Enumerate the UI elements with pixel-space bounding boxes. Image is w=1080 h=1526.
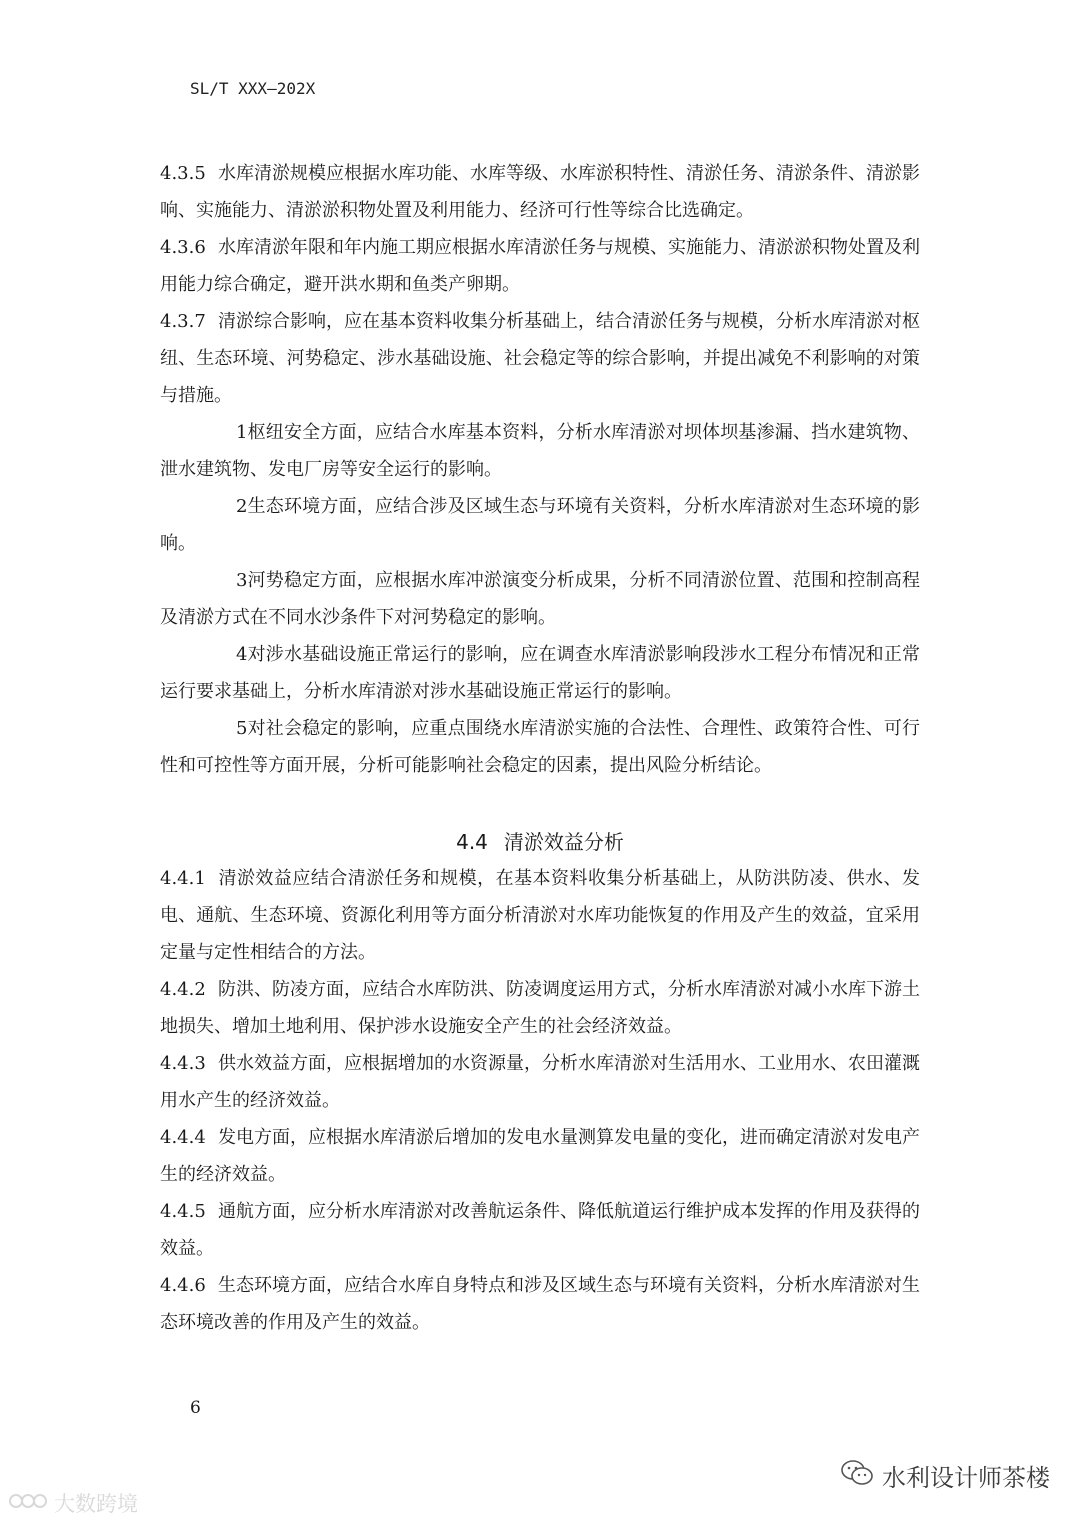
clause-number: 4.3.6 bbox=[160, 237, 206, 258]
sub-item-text: 生态环境方面，应结合涉及区域生态与环境有关资料，分析水库清淤对生态环境的影响。 bbox=[160, 496, 920, 554]
sub-item-number: 5 bbox=[236, 718, 248, 739]
watermark-wechat bbox=[840, 1458, 1050, 1493]
watermark-corner bbox=[8, 1488, 138, 1518]
wechat-icon bbox=[840, 1459, 874, 1493]
clause-text: 生态环境方面，应结合水库自身特点和涉及区域生态与环境有关资料，分析水库清淤对生态环境改善的作用及产生的效益。 bbox=[160, 1275, 920, 1333]
sub-item-text: 对涉水基础设施正常运行的影响，应在调查水库清淤影响段涉水工程分布情况和正常运行要求基础上，分析水库清淤对涉水基础设施正常运行的影响。 bbox=[160, 644, 920, 702]
watermark-text: 大数跨境 bbox=[54, 1492, 138, 1516]
sub-item-number: 3 bbox=[236, 570, 248, 591]
clause-number: 4.4.6 bbox=[160, 1275, 206, 1296]
clause-4-4-4 bbox=[160, 1119, 920, 1193]
clause-text: 供水效益方面，应根据增加的水资源量，分析水库清淤对生活用水、工业用水、农田灌溉用水产生的经济效益。 bbox=[160, 1053, 920, 1111]
sub-item-text: 对社会稳定的影响，应重点围绕水库清淤实施的合法性、合理性、政策符合性、可行性和可控性等方面开展，分析可能影响社会稳定的因素，提出风险分析结论。 bbox=[160, 718, 920, 776]
clause-4-3-6 bbox=[160, 229, 920, 303]
clause-number: 4.3.7 bbox=[160, 311, 206, 332]
clause-text: 通航方面，应分析水库清淤对改善航运条件、降低航道运行维护成本发挥的作用及获得的效益。 bbox=[160, 1201, 920, 1259]
clause-4-3-5 bbox=[160, 155, 920, 229]
clause-4-4-2 bbox=[160, 971, 920, 1045]
sub-item-number: 1 bbox=[236, 422, 248, 443]
clause-number: 4.4.1 bbox=[160, 868, 206, 889]
clause-number: 4.4.5 bbox=[160, 1201, 206, 1222]
sub-item-text: 枢纽安全方面，应结合水库基本资料，分析水库清淤对坝体坝基渗漏、挡水建筑物、泄水建筑物、发电厂房等安全运行的影响。 bbox=[160, 422, 920, 480]
clause-number: 4.4.2 bbox=[160, 979, 206, 1000]
watermark-text: 水利设计师茶楼 bbox=[882, 1464, 1050, 1492]
document-header: SL/T XXX—202X bbox=[190, 79, 316, 98]
sub-item-1 bbox=[160, 414, 920, 488]
clause-text: 清淤效益应结合清淤任务和规模，在基本资料收集分析基础上，从防洪防凌、供水、发电、通航、生态环境、资源化利用等方面分析清淤对水库功能恢复的作用及产生的效益，宜采用定量与定性相结合的方法。 bbox=[160, 868, 920, 963]
sub-item-text: 河势稳定方面，应根据水库冲淤演变分析成果，分析不同清淤位置、范围和控制高程及清淤方式在不同水沙条件下对河势稳定的影响。 bbox=[160, 570, 920, 628]
clause-4-4-5 bbox=[160, 1193, 920, 1267]
clause-number: 4.4.3 bbox=[160, 1053, 206, 1074]
logo-icon bbox=[8, 1489, 48, 1518]
section-title-text: 清淤效益分析 bbox=[503, 830, 624, 854]
clause-4-4-1 bbox=[160, 860, 920, 971]
clause-4-4-3 bbox=[160, 1045, 920, 1119]
clause-4-3-7 bbox=[160, 303, 920, 414]
clause-text: 防洪、防凌方面，应结合水库防洪、防凌调度运用方式，分析水库清淤对减小水库下游土地损失、增加土地利用、保护涉水设施安全产生的社会经济效益。 bbox=[160, 979, 920, 1037]
clause-text: 水库清淤规模应根据水库功能、水库等级、水库淤积特性、清淤任务、清淤条件、清淤影响、实施能力、清淤淤积物处置及利用能力、经济可行性等综合比选确定。 bbox=[160, 163, 920, 221]
clause-text: 水库清淤年限和年内施工期应根据水库清淤任务与规模、实施能力、清淤淤积物处置及利用能力综合确定，避开洪水期和鱼类产卵期。 bbox=[160, 237, 920, 295]
clause-number: 4.3.5 bbox=[160, 163, 206, 184]
clause-text: 清淤综合影响，应在基本资料收集分析基础上，结合清淤任务与规模，分析水库清淤对枢纽、生态环境、河势稳定、涉水基础设施、社会稳定等的综合影响，并提出减免不利影响的对策与措施。 bbox=[160, 311, 920, 406]
section-heading bbox=[160, 826, 920, 855]
section-number: 4.4 bbox=[456, 830, 488, 854]
clause-4-4-6 bbox=[160, 1267, 920, 1341]
sub-item-4 bbox=[160, 636, 920, 710]
clause-number: 4.4.4 bbox=[160, 1127, 206, 1148]
sub-item-5 bbox=[160, 710, 920, 784]
sub-item-3 bbox=[160, 562, 920, 636]
sub-item-number: 2 bbox=[236, 496, 248, 517]
clause-text: 发电方面，应根据水库清淤后增加的发电水量测算发电量的变化，进而确定清淤对发电产生的经济效益。 bbox=[160, 1127, 920, 1185]
sub-item-2 bbox=[160, 488, 920, 562]
page-number: 6 bbox=[190, 1398, 201, 1418]
sub-item-number: 4 bbox=[236, 644, 248, 665]
